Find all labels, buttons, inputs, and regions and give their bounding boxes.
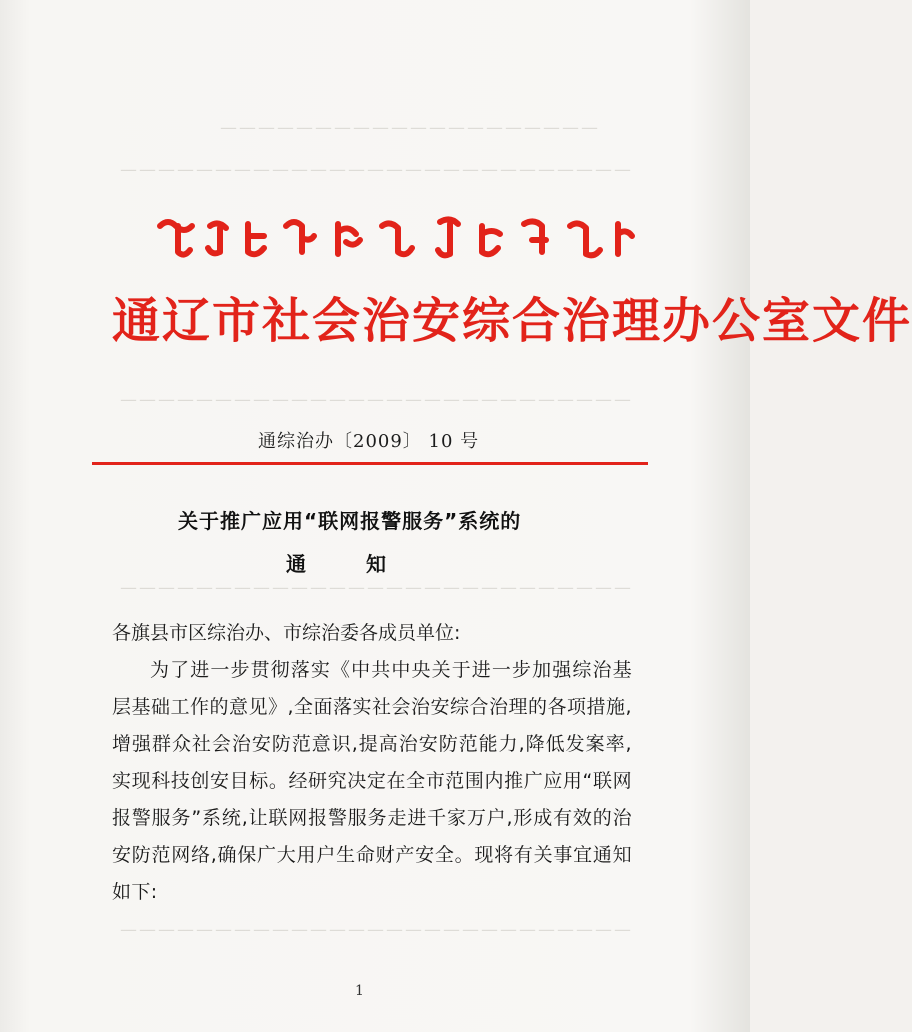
document-number: 通综治办〔2009〕 10 号 <box>258 431 480 452</box>
body-paragraph: 为了进一步贯彻落实《中共中央关于进一步加强综治基层基础工作的意见》,全面落实社会治安综合治理的各项措施,增强群众社会治安防范意识,提高治安防范能力,降低发案率,实现科技创安目标。经研究决定在全市范围内推广应用“联网报警服务”系统,让联网报警服务走进千家万户,形成有效的治安防范网络,确保广大用户生命财产安全。现将有关事宜通知如下: <box>112 659 632 903</box>
bleed-through-texture: ——————————————————————————— <box>120 578 633 598</box>
red-divider-line <box>92 462 648 465</box>
bleed-through-texture: ——————————————————————————— <box>120 920 633 940</box>
subject-line-2: 通知 <box>286 552 446 576</box>
document-body <box>112 615 632 911</box>
document-title: 通辽市社会治安综合治理办公室文件 <box>112 293 912 349</box>
page-number: 1 <box>355 983 364 999</box>
bleed-through-texture: ———————————————————— <box>220 118 600 138</box>
mongolian-script-header <box>150 212 640 260</box>
bleed-through-texture: ——————————————————————————— <box>120 390 633 410</box>
salutation: 各旗县市区综治办、市综治委各成员单位: <box>112 622 461 644</box>
bleed-through-texture: ——————————————————————————— <box>120 160 633 180</box>
subject-line-1: 关于推广应用“联网报警服务”系统的 <box>178 509 522 533</box>
